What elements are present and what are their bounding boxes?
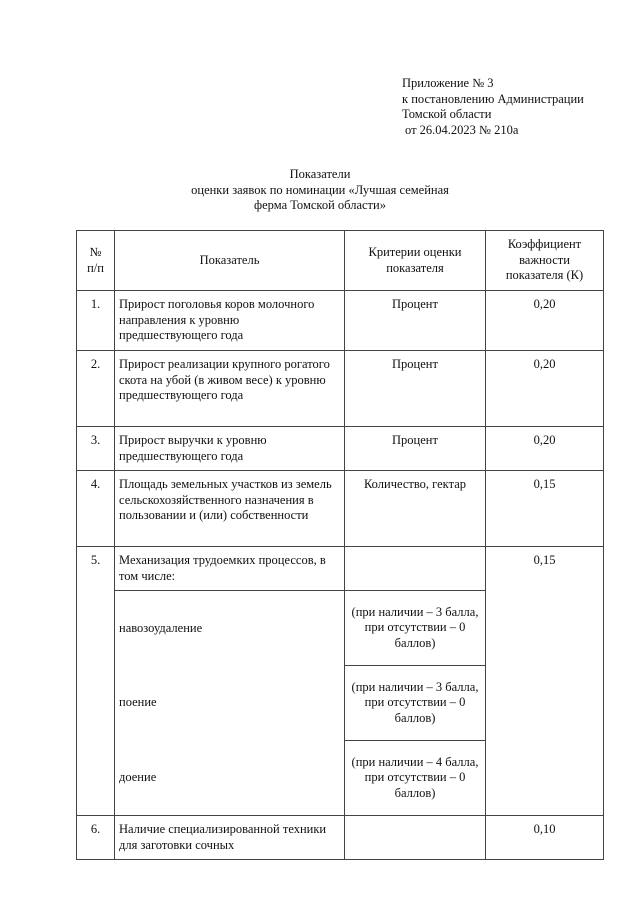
appendix-line: от 26.04.2023 № 210а (405, 122, 519, 137)
table-header-row (77, 231, 604, 291)
row-coef: 0,10 (486, 816, 604, 860)
row-indicator: Наличие специализированной техники для заготовки сочных (115, 816, 345, 860)
appendix-line: к постановлению Администрации (402, 91, 584, 106)
subrow-criteria: (при наличии – 3 балла, при отсутствии – 0 баллов) (345, 591, 486, 666)
table-row (77, 351, 604, 427)
subrow-criteria: (при наличии – 4 балла, при отсутствии – 0 баллов) (345, 741, 486, 816)
row-criteria: Процент (345, 427, 486, 471)
header-num: № п/п (77, 231, 115, 291)
row-indicator: Прирост реализации крупного рогатого скота на убой (в живом весе) к уровню предшествующего года (115, 351, 345, 427)
appendix-line: Приложение № 3 (402, 76, 494, 90)
row-coef: 0,15 (486, 471, 604, 547)
row-num: 3. (77, 427, 115, 471)
indicators-table (76, 230, 604, 860)
row-num: 2. (77, 351, 115, 427)
table-row (77, 291, 604, 351)
row-coef: 0,15 (486, 547, 604, 816)
row-num: 5. (77, 547, 115, 816)
table-row (77, 471, 604, 547)
row-coef: 0,20 (486, 351, 604, 427)
subrow-indicator: навозоудаление (115, 591, 345, 666)
appendix-block (402, 76, 622, 138)
row-criteria: Процент (345, 351, 486, 427)
row-criteria (345, 547, 486, 591)
subrow-indicator: поение (115, 666, 345, 741)
row-num: 1. (77, 291, 115, 351)
header-indicator: Показатель (115, 231, 345, 291)
table-row (77, 816, 604, 860)
row-indicator: Механизация трудоемких процессов, в том числе: (115, 547, 345, 591)
appendix-line: Томской области (402, 107, 492, 121)
row-criteria (345, 816, 486, 860)
subrow-criteria: (при наличии – 3 балла, при отсутствии – 0 баллов) (345, 666, 486, 741)
header-criteria: Критерии оценки показателя (345, 231, 486, 291)
row-num: 4. (77, 471, 115, 547)
row-coef: 0,20 (486, 291, 604, 351)
row-num: 6. (77, 816, 115, 860)
row-criteria: Количество, гектар (345, 471, 486, 547)
table-row (77, 547, 604, 591)
title-line: ферма Томской области» (254, 198, 386, 212)
document-title (150, 167, 490, 214)
header-coef: Коэффициент важности показателя (К) (486, 231, 604, 291)
row-indicator: Прирост поголовья коров молочного направления к уровню предшествующего года (115, 291, 345, 351)
title-line: Показатели (289, 167, 351, 181)
row-indicator: Площадь земельных участков из земель сельскохозяйственного назначения в пользовании и (или) собственности (115, 471, 345, 547)
table-row (77, 427, 604, 471)
row-criteria: Процент (345, 291, 486, 351)
row-indicator: Прирост выручки к уровню предшествующего года (115, 427, 345, 471)
row-coef: 0,20 (486, 427, 604, 471)
title-line: оценки заявок по номинации «Лучшая семейная (191, 182, 449, 197)
subrow-indicator: доение (115, 741, 345, 816)
